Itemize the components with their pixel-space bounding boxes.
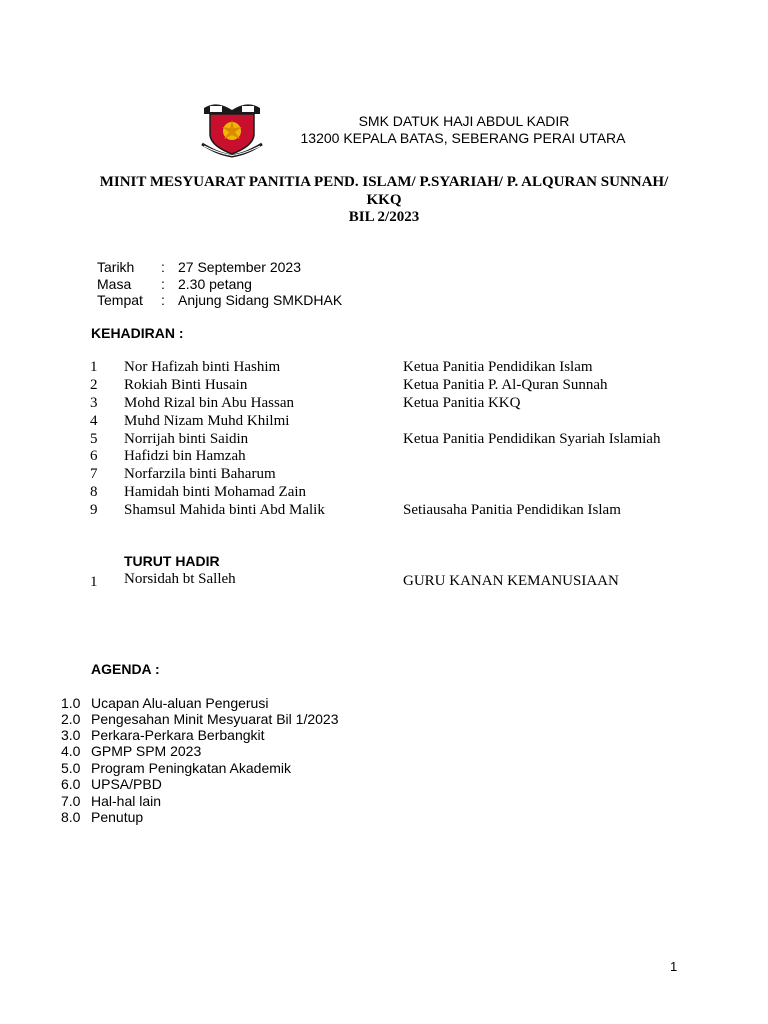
attendance-name: Norrijah binti Saidin bbox=[124, 431, 249, 447]
page-number: 1 bbox=[670, 959, 678, 974]
attendance-number: 2 bbox=[90, 377, 98, 393]
attendance-row bbox=[90, 377, 710, 395]
attendance-number: 6 bbox=[90, 448, 98, 464]
attendance-row bbox=[90, 502, 710, 520]
info-value: Anjung Sidang SMKDHAK bbox=[178, 292, 343, 308]
attendance-name: Shamsul Mahida binti Abd Malik bbox=[124, 502, 325, 518]
attendance-name: Rokiah Binti Husain bbox=[124, 377, 248, 393]
attendance-row bbox=[90, 448, 710, 466]
also-present-row bbox=[90, 571, 710, 593]
info-label: Tarikh bbox=[97, 259, 135, 275]
attendance-name: Muhd Nizam Muhd Khilmi bbox=[124, 413, 290, 429]
attendance-number: 4 bbox=[90, 413, 98, 429]
attendance-row bbox=[90, 395, 710, 413]
document-bil: BIL 2/2023 bbox=[348, 209, 420, 225]
attendance-row bbox=[90, 413, 710, 431]
attendance-role: Ketua Panitia P. Al-Quran Sunnah bbox=[403, 377, 608, 393]
attendance-number: 7 bbox=[90, 466, 98, 482]
attendance-heading: KEHADIRAN : bbox=[91, 325, 184, 341]
agenda-text: Pengesahan Minit Mesyuarat Bil 1/2023 bbox=[91, 711, 339, 727]
attendance-role: Ketua Panitia KKQ bbox=[403, 395, 521, 411]
info-value: 27 September 2023 bbox=[178, 259, 301, 275]
agenda-number: 6.0 bbox=[61, 776, 81, 792]
info-colon: : bbox=[161, 292, 165, 308]
info-colon: : bbox=[161, 259, 165, 275]
agenda-text: UPSA/PBD bbox=[91, 776, 162, 792]
attendance-row bbox=[90, 484, 710, 502]
attendance-name: Hafidzi bin Hamzah bbox=[124, 448, 246, 464]
also-present-role: GURU KANAN KEMANUSIAAN bbox=[403, 573, 619, 589]
attendance-number: 8 bbox=[90, 484, 98, 500]
attendance-number: 3 bbox=[90, 395, 98, 411]
also-present-heading: TURUT HADIR bbox=[124, 553, 220, 569]
info-value: 2.30 petang bbox=[178, 276, 252, 292]
document-title bbox=[84, 173, 684, 209]
attendance-row bbox=[90, 466, 710, 484]
info-label: Tempat bbox=[97, 292, 143, 308]
attendance-role: Ketua Panitia Pendidikan Islam bbox=[403, 359, 593, 375]
agenda-text: Penutup bbox=[91, 809, 144, 825]
school-address: 13200 KEPALA BATAS, SEBERANG PERAI UTARA bbox=[300, 130, 626, 146]
agenda-number: 2.0 bbox=[61, 711, 81, 727]
info-colon: : bbox=[161, 276, 165, 292]
agenda-number: 5.0 bbox=[61, 760, 81, 776]
attendance-number: 5 bbox=[90, 431, 98, 447]
agenda-number: 3.0 bbox=[61, 727, 81, 743]
document-title-line1: MINIT MESYUARAT PANITIA PEND. ISLAM/ P.SYARIAH/ P. ALQURAN SUNNAH/ bbox=[99, 174, 669, 190]
agenda-text: GPMP SPM 2023 bbox=[91, 743, 202, 759]
also-present-number: 1 bbox=[90, 574, 98, 590]
agenda-heading: AGENDA : bbox=[91, 661, 160, 677]
attendance-name: Mohd Rizal bin Abu Hassan bbox=[124, 395, 294, 411]
agenda-text: Ucapan Alu-aluan Pengerusi bbox=[91, 695, 269, 711]
attendance-row bbox=[90, 431, 710, 449]
attendance-name: Hamidah binti Mohamad Zain bbox=[124, 484, 307, 500]
attendance-role: Setiausaha Panitia Pendidikan Islam bbox=[403, 502, 621, 518]
attendance-number: 9 bbox=[90, 502, 98, 518]
agenda-number: 8.0 bbox=[61, 809, 81, 825]
attendance-name: Nor Hafizah binti Hashim bbox=[124, 359, 281, 375]
document-title-line2: KKQ bbox=[366, 192, 402, 208]
attendance-role: Ketua Panitia Pendidikan Syariah Islamiah bbox=[403, 431, 661, 447]
school-name: SMK DATUK HAJI ABDUL KADIR bbox=[358, 113, 570, 129]
info-label: Masa bbox=[97, 276, 132, 292]
attendance-name: Norfarzila binti Baharum bbox=[124, 466, 276, 482]
attendance-number: 1 bbox=[90, 359, 98, 375]
agenda-text: Perkara-Perkara Berbangkit bbox=[91, 727, 265, 743]
agenda-number: 1.0 bbox=[61, 695, 81, 711]
agenda-number: 4.0 bbox=[61, 743, 81, 759]
agenda-text: Hal-hal lain bbox=[91, 793, 162, 809]
agenda-number: 7.0 bbox=[61, 793, 81, 809]
also-present-name: Norsidah bt Salleh bbox=[124, 571, 236, 587]
agenda-text: Program Peningkatan Akademik bbox=[91, 760, 291, 776]
attendance-row bbox=[90, 359, 710, 377]
school-crest-icon bbox=[200, 100, 264, 158]
